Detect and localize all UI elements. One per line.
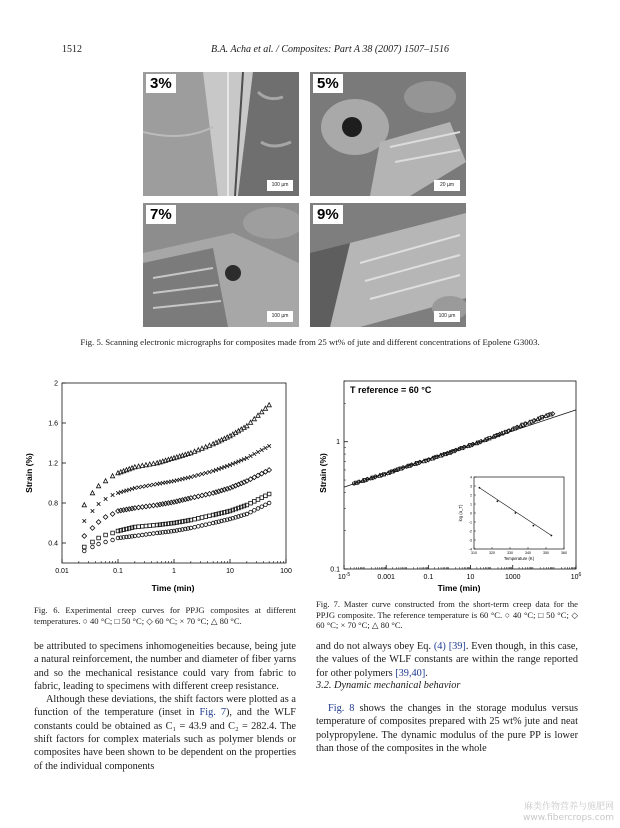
data-point [91,509,95,513]
inset-y-tick-label: -4 [468,547,472,552]
data-point [104,497,108,501]
figure-7-inset [458,475,567,561]
data-point [82,549,86,553]
x-tick-exponent: 6 [578,572,582,578]
watermark-line: 麻类作物营养与施肥网 [523,802,614,812]
figure-6-x-label: Time (min) [151,583,195,593]
running-head: B.A. Acha et al. / Composites: Part A 38 (2007) 1507–1516 [210,44,450,55]
data-point [264,446,268,450]
page-number: 1512 [62,44,82,55]
data-point [152,524,156,528]
x-tick-label: 100 [280,568,292,575]
figure-7-annotation: T reference = 60 °C [350,385,432,395]
data-point [551,412,555,416]
data-point [264,494,268,498]
scale-bar: 20 µm [434,180,460,191]
y-tick-label: 0.4 [48,540,58,548]
data-point [200,524,204,528]
data-point [90,526,95,531]
inset-x-tick-label: 310 [471,551,477,555]
data-point [249,454,253,458]
data-point [148,484,152,488]
data-point [204,471,208,475]
data-point [96,520,101,525]
data-point [111,493,115,497]
text-run: ), and the WLF constants could be obtained as C₁ = 43.9 and C₂ = 282.4. The shift factors for complex materials such as polymer blends or composites have been shown to be dependent on the properties of the individual components [34,707,296,772]
text-run: and do not always obey Eq. [316,641,434,652]
data-point [133,486,137,490]
x-tick-label: $10^6$ [570,572,582,581]
data-point [256,450,260,454]
data-point [144,533,148,537]
inset-data-point [479,487,481,489]
left-column [34,640,296,773]
scale-bar: 100 µm [267,180,293,191]
data-point [137,486,141,490]
data-point [148,524,152,528]
data-point [96,484,100,488]
y-tick-label: 1 [336,439,340,447]
data-point [127,488,131,492]
inset-y-tick-label: 0 [470,511,472,516]
figure-6-chart [22,373,298,595]
data-point [104,540,108,544]
figure-6-y-label: Strain (%) [24,453,34,493]
data-point [103,479,107,483]
data-point [193,517,197,521]
figure-6-axes [48,381,292,576]
data-point [256,498,260,502]
data-point [249,501,253,505]
section-heading: 3.2. Dynamic mechanical behavior [316,680,461,691]
data-point [116,491,120,495]
data-point [152,483,156,487]
data-point [204,515,208,519]
data-point [193,525,197,529]
data-point [125,489,129,493]
micrograph-5pct [310,72,466,196]
inset-data-point [551,535,553,537]
micrograph-9pct [310,203,466,327]
data-point [264,503,268,507]
equation-link[interactable]: (4) [433,641,446,652]
y-tick-label: 1.2 [48,460,58,468]
paragraph: and do not always obey Eq. (4) [39]. Even though, in this case, the values of the WLF constants are within the range reported for other polymers [39,40]. [316,641,579,679]
data-point [82,503,86,507]
inset-data-point [533,525,535,527]
data-point [140,533,144,537]
data-point [152,532,156,536]
data-point [148,532,152,536]
figure-link[interactable]: Fig. 7 [199,707,226,719]
figure-7-chart [314,373,584,595]
data-point [267,501,271,505]
data-point [249,510,253,514]
data-point [104,533,108,537]
inset-y-tick-label: 1 [470,502,472,507]
plot-frame [62,383,286,563]
data-point [527,420,531,424]
data-point [196,517,200,521]
data-point [137,534,141,538]
x-tick-label: 0.001 [377,574,395,581]
inset-x-tick-label: 350 [543,551,549,555]
text-run: Although these deviations, the shift factors were plotted as a function of the temperature (inset in [34,694,296,719]
figure-7-y-label: Strain (%) [318,453,328,493]
data-point [144,524,148,528]
inset-x-tick-label: 340 [525,551,531,555]
inset-data-point [497,500,499,502]
paragraph [34,693,296,773]
data-point [119,490,123,494]
data-point [536,417,540,421]
y-tick-label: 0.1 [330,566,340,574]
right-column [316,640,578,680]
data-point [256,507,260,511]
x-tick-label: 10 [466,574,475,581]
panel-label: 3% [146,74,176,93]
data-point [208,522,212,526]
series-triangle [82,403,271,507]
inset-y-label: log (a_T) [458,504,463,522]
data-point [122,490,126,494]
watermark [523,802,614,824]
data-point [200,516,204,520]
text-run: shows the changes in the storage modulus versus temperature of composites prepared with 25 wt% jute and neat polypropylene. The dynamic modulus of the pure PP is lower than those of the composites in the whole [316,703,578,754]
citation-link[interactable]: [39,40] [395,667,426,679]
figure-7-marks [344,410,576,487]
data-point [267,403,271,407]
data-point [196,473,200,477]
y-tick-label: 2 [54,380,58,388]
x-tick-label: 0.01 [55,568,69,575]
right-column-lower [316,702,578,755]
data-point [111,538,115,542]
data-point [200,472,204,476]
y-tick-label: 0.8 [48,500,58,508]
inset-y-tick-label: -2 [468,529,472,534]
inset-y-tick-label: -3 [468,538,472,543]
data-point [252,500,256,504]
figure-7-caption: Fig. 7. Master curve constructed from the short-term creep data for the PPJG composite. The reference temperature is 60 °C. ○ 40 °C; □ 50 °C; ◇ 60 °C; × 70 °C; △ 80 °C. [316,599,578,630]
data-point [140,525,144,529]
inset-y-tick-label: 4 [470,475,472,480]
data-point [196,525,200,529]
citation-link[interactable]: [39] [448,641,466,652]
data-point [208,470,212,474]
inset-y-tick-label: 2 [470,493,472,498]
inset-x-tick-label: 320 [489,551,495,555]
panel-label: 9% [313,205,343,224]
x-tick-label: 10 [226,568,234,575]
data-point [90,491,94,495]
scale-bar: 100 µm [267,311,293,322]
figure-link[interactable]: Fig. 8 [328,703,355,714]
micrograph-7pct [143,203,299,327]
x-tick-label: 0.1 [113,568,123,575]
data-point [137,525,141,529]
data-point [252,452,256,456]
scale-bar: 100 µm [434,311,460,322]
inset-frame [474,477,564,549]
data-point [208,514,212,518]
data-point [82,519,86,523]
inset-data-point [515,512,517,514]
data-point [82,545,86,549]
series-diamond [82,468,272,539]
panel-label: 7% [146,205,176,224]
figure-7-x-label: Time (min) [437,583,481,593]
inset-x-label: Temperature (K) [503,556,535,561]
x-tick-exponent: -5 [345,572,351,578]
micrograph-3pct [143,72,299,196]
x-tick-label: 1 [172,568,176,575]
data-point [267,492,271,496]
watermark-line: www.fibercrops.com [523,813,614,823]
data-point [97,542,101,546]
figure-6-marks [82,403,272,553]
data-point [97,536,101,540]
data-point [189,475,193,479]
data-point [193,474,197,478]
data-point [111,531,115,535]
data-point [204,523,208,527]
inset-y-tick-label: 3 [470,484,472,489]
data-point [97,502,101,506]
data-point [252,509,256,513]
data-point [260,496,264,500]
data-point [82,534,87,539]
data-point [110,512,115,517]
x-tick-label: 0.1 [423,574,434,581]
inset-x-tick-label: 360 [561,551,567,555]
data-point [103,515,108,520]
data-point [110,474,114,478]
data-point [144,484,148,488]
figure-5-caption: Fig. 5. Scanning electronic micrographs for composites made from 25 wt% of jute and different concentrations of Epolene G3003. [80,337,540,347]
inset-y-tick-label: -1 [468,520,472,525]
inset-x-tick-label: 330 [507,551,513,555]
data-point [91,545,95,549]
x-tick-label: 1000 [504,574,521,581]
data-point [140,485,144,489]
data-point [91,540,95,544]
paragraph [316,702,578,755]
paragraph: be attributed to specimens inhomogeneities because, being jute a natural reinforcement, the number and diameter of fiber yarns and so the mechanical resistance could vary from fabric to fabric, leading to specimens with different creep resistance. [34,641,296,692]
figure-6-caption: Fig. 6. Experimental creep curves for PPJG composites at different temperatures. ○ 40 °C; □ 50 °C; ◇ 60 °C; × 70 °C; △ 80 °C. [34,605,296,626]
data-point [260,505,264,509]
panel-label: 5% [313,74,343,93]
y-tick-label: 1.6 [48,420,58,428]
text-run: . Even though, in this case, the values of the WLF constants are within the range reported for other polymers [316,641,579,679]
data-point [260,448,264,452]
data-point [130,487,134,491]
data-point [267,444,271,448]
x-tick-label: $10^{-5}$ [337,572,351,581]
